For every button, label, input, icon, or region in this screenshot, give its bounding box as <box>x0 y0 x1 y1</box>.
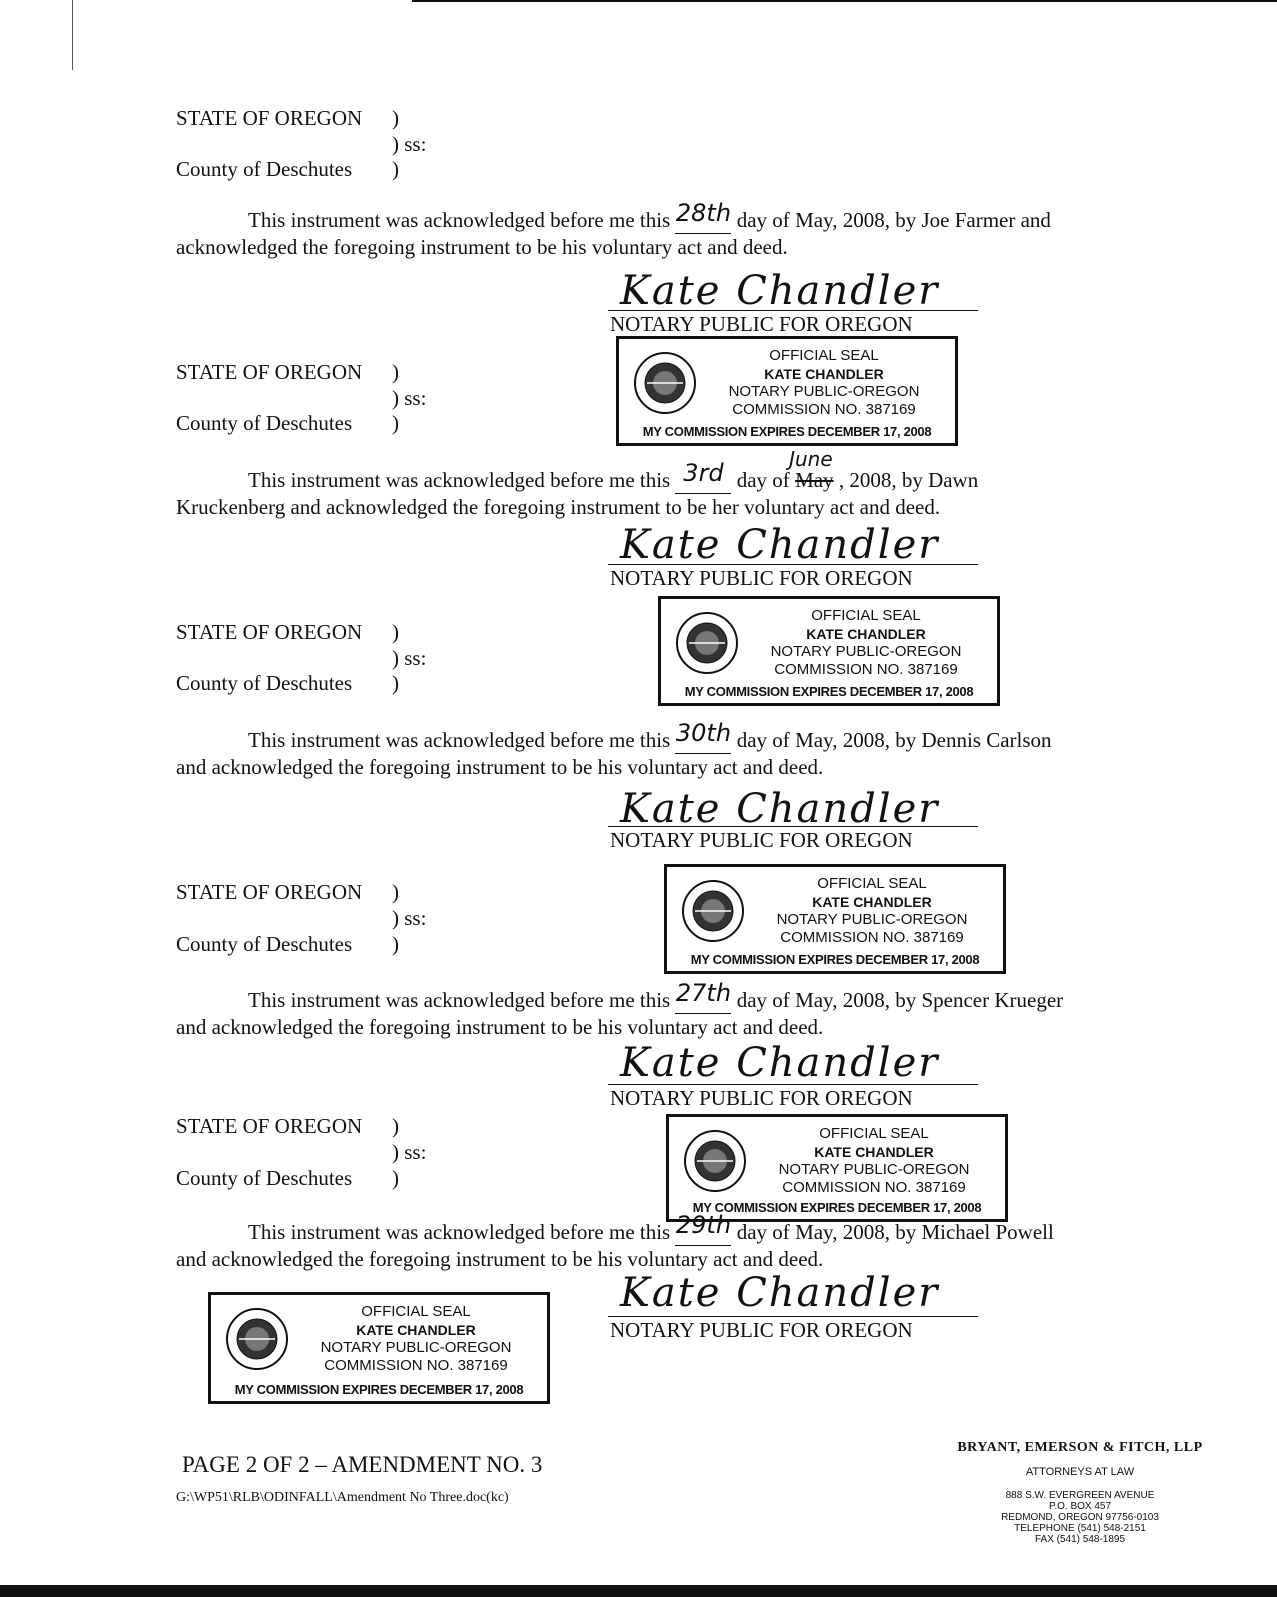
paren: ) <box>392 411 399 435</box>
law-firm-letterhead <box>940 1440 1220 1545</box>
acknowledgment-text: This instrument was acknowledged before me this 27th day of May, 2008, by Spencer Krueger and acknowledged the foregoing instrument to be his voluntary act and deed. <box>176 979 1064 1039</box>
ss-label: ) ss: <box>392 132 427 156</box>
seal-line-3: NOTARY PUBLIC-OREGON <box>776 911 968 928</box>
seal-line-1: OFFICIAL SEAL <box>819 1125 929 1142</box>
state-seal-emblem-icon <box>683 1129 747 1193</box>
seal-line-4: COMMISSION NO. 387169 <box>782 1179 966 1196</box>
notary-label: NOTARY PUBLIC FOR OREGON <box>610 1318 913 1342</box>
seal-line-2: KATE CHANDLER <box>764 366 884 382</box>
seal-line-2: KATE CHANDLER <box>356 1322 476 1338</box>
signature: Kate Chandler <box>620 1270 940 1316</box>
day-blank: 29th <box>675 1218 731 1246</box>
signature-line <box>608 564 978 565</box>
day-blank: 28th <box>675 206 731 234</box>
notary-seal <box>208 1292 550 1404</box>
paren: ) <box>392 932 399 956</box>
firm-address-line: 888 S.W. EVERGREEN AVENUE <box>1005 1490 1155 1501</box>
day-blank: 30th <box>675 726 731 754</box>
seal-line-3: NOTARY PUBLIC-OREGON <box>320 1339 512 1356</box>
county-label: County of Deschutes <box>176 932 353 956</box>
seal-line-3: NOTARY PUBLIC-OREGON <box>778 1161 970 1178</box>
day-blank: 27th <box>675 986 731 1014</box>
acknowledgment-text: This instrument was acknowledged before me this 3rd day of May June , 2008, by Dawn Kruckenberg and acknowledged the foregoing instrument to be her voluntary act and deed. <box>176 447 979 519</box>
notary-seal <box>658 596 1000 706</box>
seal-line-4: COMMISSION NO. 387169 <box>324 1357 508 1374</box>
seal-line-2: KATE CHANDLER <box>814 1144 934 1160</box>
acknowledgment-text: This instrument was acknowledged before me this 30th day of May, 2008, by Dennis Carlson and acknowledged the foregoing instrument to be his voluntary act and deed. <box>176 719 1052 779</box>
state-label: STATE OF OREGON <box>176 620 363 644</box>
seal-line-3: NOTARY PUBLIC-OREGON <box>770 643 962 660</box>
seal-line-5: MY COMMISSION EXPIRES DECEMBER 17, 2008 <box>234 1382 524 1397</box>
signature: Kate Chandler <box>620 786 940 832</box>
state-label: STATE OF OREGON <box>176 106 363 130</box>
signature-line <box>608 1084 978 1085</box>
paren: ) <box>392 1166 399 1190</box>
seal-line-1: OFFICIAL SEAL <box>811 607 921 624</box>
county-label: County of Deschutes <box>176 411 353 435</box>
firm-subtitle: ATTORNEYS AT LAW <box>1025 1466 1135 1478</box>
ss-label: ) ss: <box>392 646 427 670</box>
ss-label: ) ss: <box>392 906 427 930</box>
notary-seal <box>664 864 1006 974</box>
county-label: County of Deschutes <box>176 157 353 181</box>
paren: ) <box>392 620 399 644</box>
seal-line-5: MY COMMISSION EXPIRES DECEMBER 17, 2008 <box>692 1200 982 1215</box>
seal-line-1: OFFICIAL SEAL <box>817 875 927 892</box>
acknowledgment-text: This instrument was acknowledged before me this 28th day of May, 2008, by Joe Farmer and acknowledged the foregoing instrument to be his voluntary act and deed. <box>176 199 1051 259</box>
bottom-scan-border <box>0 1585 1277 1597</box>
seal-line-1: OFFICIAL SEAL <box>769 347 879 364</box>
state-label: STATE OF OREGON <box>176 880 363 904</box>
paren: ) <box>392 880 399 904</box>
firm-name: BRYANT, EMERSON & FITCH, LLP <box>957 1440 1203 1455</box>
paren: ) <box>392 1114 399 1138</box>
firm-address-line: P.O. BOX 457 <box>1048 1501 1112 1512</box>
seal-line-2: KATE CHANDLER <box>806 626 926 642</box>
firm-telephone: TELEPHONE (541) 548-2151 <box>1014 1523 1146 1534</box>
seal-line-3: NOTARY PUBLIC-OREGON <box>728 383 920 400</box>
state-label: STATE OF OREGON <box>176 1114 363 1138</box>
seal-line-5: MY COMMISSION EXPIRES DECEMBER 17, 2008 <box>684 684 974 699</box>
seal-line-4: COMMISSION NO. 387169 <box>774 661 958 678</box>
seal-line-2: KATE CHANDLER <box>812 894 932 910</box>
paren: ) <box>392 671 399 695</box>
signature-line <box>608 1316 978 1317</box>
document-file-path: G:\WP51\RLB\ODINFALL\Amendment No Three.doc(kc) <box>176 1490 509 1505</box>
signature-line <box>608 826 978 827</box>
seal-line-5: MY COMMISSION EXPIRES DECEMBER 17, 2008 <box>690 952 980 967</box>
county-label: County of Deschutes <box>176 1166 353 1190</box>
notary-label: NOTARY PUBLIC FOR OREGON <box>610 828 913 852</box>
paren: ) <box>392 360 399 384</box>
state-seal-emblem-icon <box>225 1307 289 1371</box>
acknowledgment-text: This instrument was acknowledged before me this 29th day of May, 2008, by Michael Powell and acknowledged the foregoing instrument to be his voluntary act and deed. <box>176 1211 1054 1271</box>
ss-label: ) ss: <box>392 1140 427 1164</box>
signature: Kate Chandler <box>620 268 940 314</box>
county-label: County of Deschutes <box>176 671 353 695</box>
state-seal-emblem-icon <box>633 351 697 415</box>
firm-address-line: REDMOND, OREGON 97756-0103 <box>1001 1512 1159 1523</box>
notary-seal <box>616 336 958 446</box>
seal-line-4: COMMISSION NO. 387169 <box>780 929 964 946</box>
paren: ) <box>392 106 399 130</box>
notary-label: NOTARY PUBLIC FOR OREGON <box>610 1086 913 1110</box>
state-seal-emblem-icon <box>681 879 745 943</box>
notary-label: NOTARY PUBLIC FOR OREGON <box>610 312 913 336</box>
signature-line <box>608 310 978 311</box>
state-label: STATE OF OREGON <box>176 360 363 384</box>
notary-seal <box>666 1114 1008 1222</box>
signature: Kate Chandler <box>620 522 940 568</box>
signature: Kate Chandler <box>620 1040 940 1086</box>
paren: ) <box>392 157 399 181</box>
seal-line-4: COMMISSION NO. 387169 <box>732 401 916 418</box>
state-seal-emblem-icon <box>675 611 739 675</box>
seal-line-5: MY COMMISSION EXPIRES DECEMBER 17, 2008 <box>642 424 932 439</box>
page-footer-title: PAGE 2 OF 2 – AMENDMENT NO. 3 <box>182 1452 543 1477</box>
seal-line-1: OFFICIAL SEAL <box>361 1303 471 1320</box>
ss-label: ) ss: <box>392 386 427 410</box>
notary-label: NOTARY PUBLIC FOR OREGON <box>610 566 913 590</box>
firm-fax: FAX (541) 548-1895 <box>1034 1534 1126 1545</box>
day-blank: 3rd <box>675 466 731 494</box>
